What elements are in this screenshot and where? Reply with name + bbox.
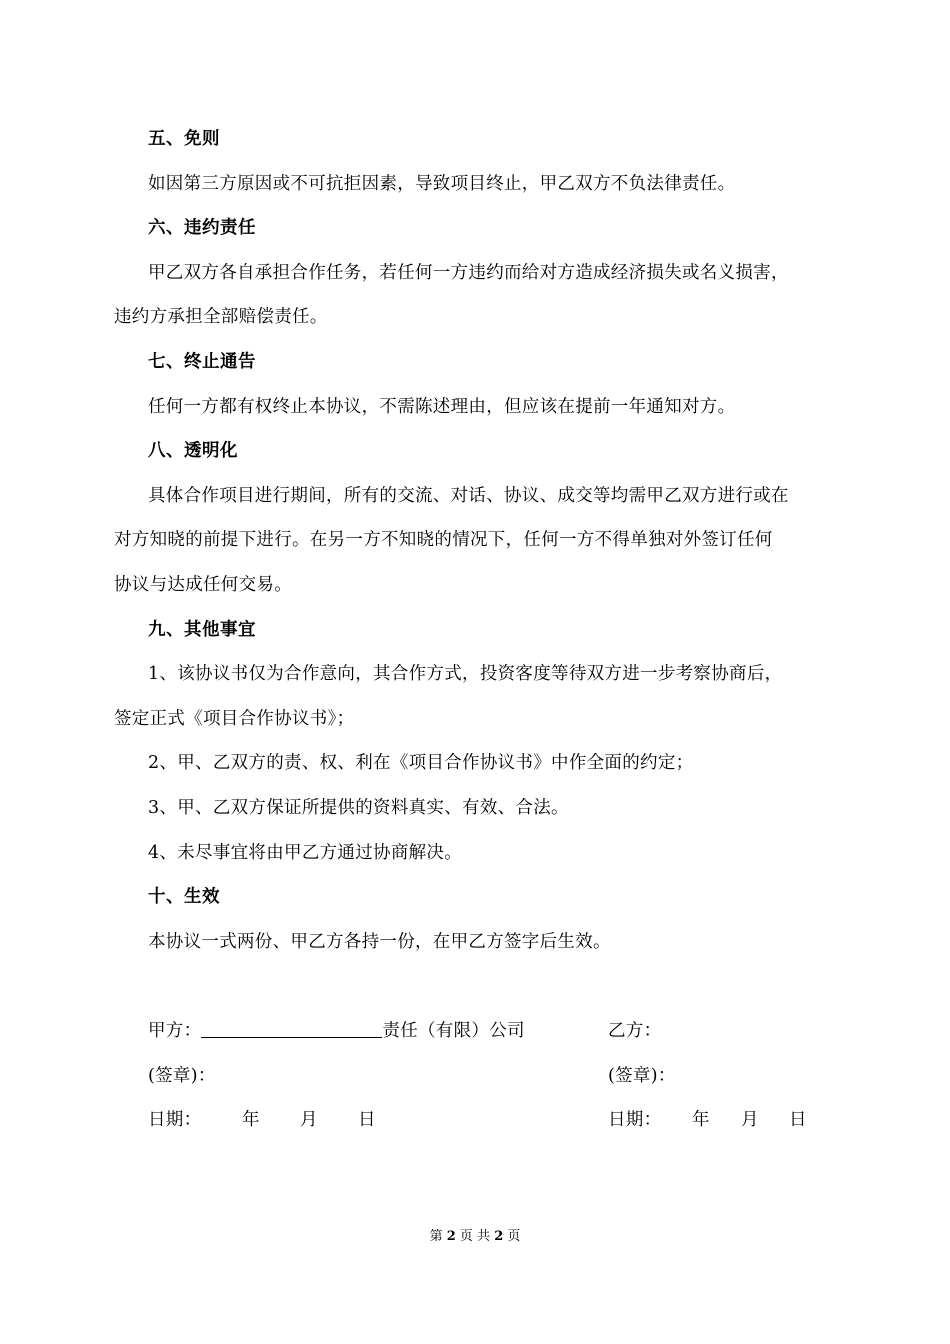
party-a-label: 甲方： (148, 1021, 202, 1041)
footer-suffix: 页 (507, 1229, 521, 1244)
section-8-body-line-2: 对方知晓的前提下进行。在另一方不知晓的情况下，任何一方不得单独对外签订任何 (114, 530, 773, 550)
party-a-line (148, 1019, 525, 1043)
section-6-body-line-1: 甲乙双方各自承担合作任务，若任何一方违约而给对方造成经济损失或名义损害， (148, 263, 789, 283)
party-b-label: 乙方： (608, 1021, 662, 1041)
party-b-date-year: 年 (692, 1110, 710, 1130)
section-9-item-2: 2、甲、乙双方的责、权、利在《项目合作协议书》中作全面的约定； (148, 753, 694, 773)
party-a-date-month: 月 (300, 1110, 318, 1130)
party-a-date-label: 日期： (148, 1110, 202, 1130)
party-a-name-blank[interactable] (201, 1019, 382, 1038)
section-9-item-4: 4、未尽事宜将由甲乙方通过协商解决。 (148, 843, 463, 863)
section-10-body: 本协议一式两份、甲乙方各持一份，在甲乙方签字后生效。 (148, 932, 611, 952)
section-9-heading: 九、其他事宜 (148, 620, 256, 640)
party-b-date-month: 月 (741, 1110, 759, 1130)
section-6-body-line-2: 违约方承担全部赔偿责任。 (114, 307, 328, 327)
party-a-date-day: 日 (358, 1110, 376, 1130)
party-b-date-label: 日期： (608, 1110, 662, 1130)
section-5-body: 如因第三方原因或不可抗拒因素，导致项目终止，甲乙双方不负法律责任。 (148, 174, 736, 194)
section-10-heading: 十、生效 (148, 887, 220, 907)
page-footer (0, 1228, 950, 1246)
section-5-heading: 五、免则 (148, 129, 220, 149)
section-8-body-line-1: 具体合作项目进行期间，所有的交流、对话、协议、成交等均需甲乙双方进行或在 (148, 486, 789, 506)
footer-total-pages: 2 (494, 1229, 504, 1244)
section-9-item-3: 3、甲、乙双方保证所提供的资料真实、有效、合法。 (148, 798, 569, 818)
section-9-item-1-line-2: 签定正式《项目合作协议书》； (114, 709, 355, 729)
section-6-heading: 六、违约责任 (148, 218, 256, 238)
section-8-body-line-3: 协议与达成任何交易。 (114, 575, 292, 595)
section-7-body: 任何一方都有权终止本协议，不需陈述理由，但应该在提前一年通知对方。 (148, 397, 736, 417)
party-b-seal-label: (签章)： (608, 1066, 676, 1086)
footer-middle: 页 共 (459, 1229, 491, 1244)
section-7-heading: 七、终止通告 (148, 352, 256, 372)
footer-current-page: 2 (446, 1229, 456, 1244)
party-a-seal-label: (签章)： (148, 1066, 216, 1086)
section-8-heading: 八、透明化 (148, 441, 238, 461)
party-b-date-day: 日 (789, 1110, 807, 1130)
party-a-company-suffix: 责任（有限）公司 (382, 1021, 525, 1041)
section-9-item-1-line-1: 1、该协议书仅为合作意向，其合作方式，投资客度等待双方进一步考察协商后， (148, 664, 783, 684)
footer-prefix: 第 (429, 1229, 443, 1244)
party-a-date-year: 年 (242, 1110, 260, 1130)
